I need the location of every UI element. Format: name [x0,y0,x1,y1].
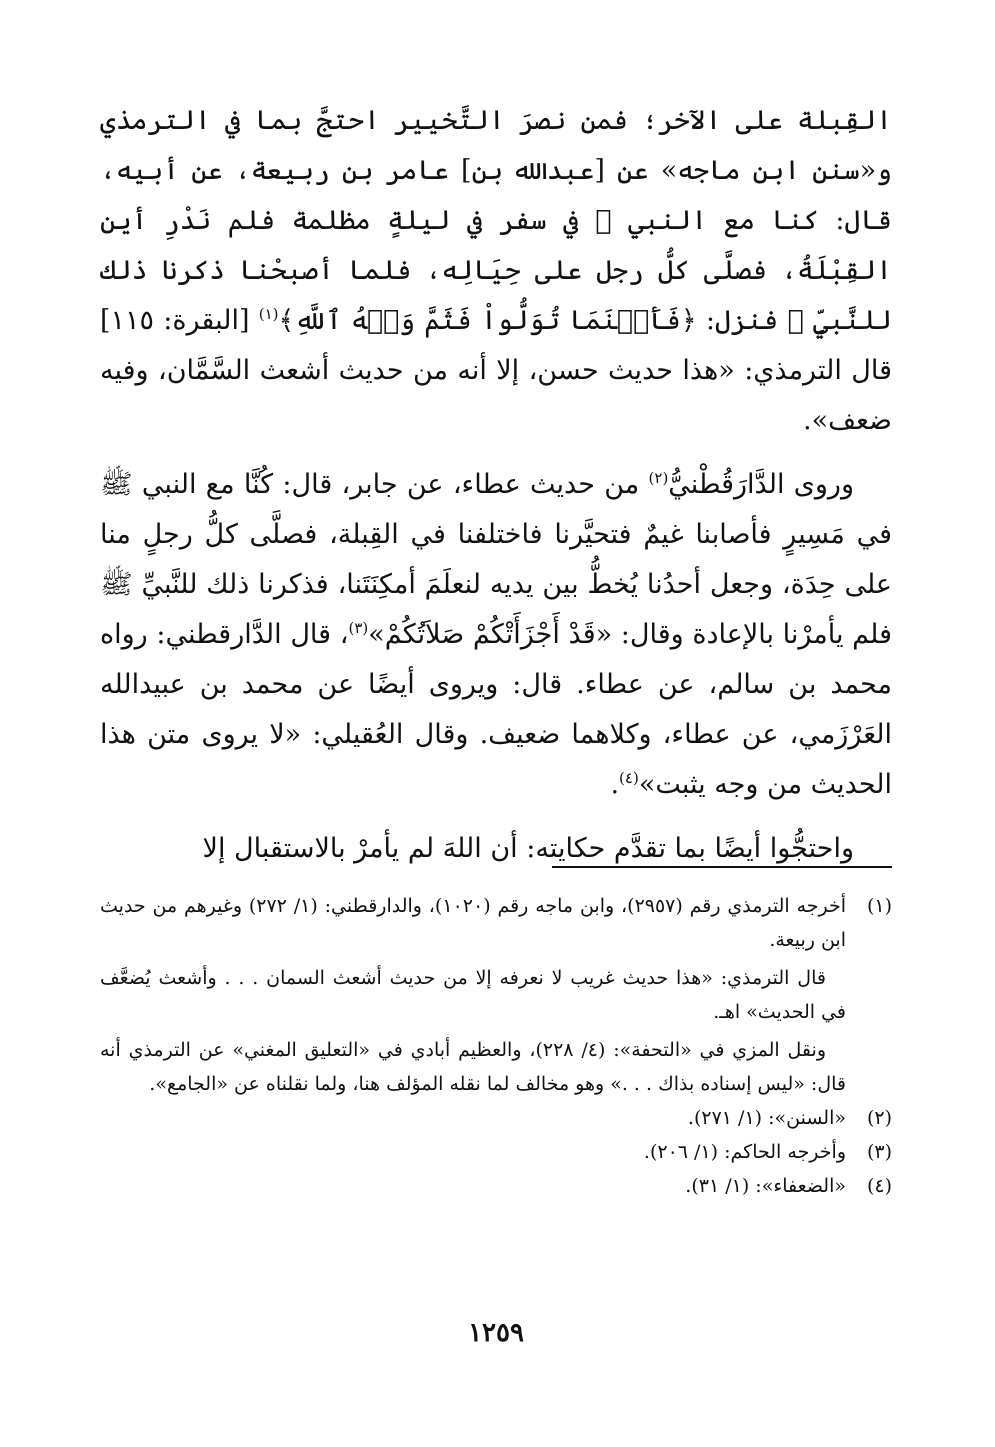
footnote-1-line: أخرجه الترمذي رقم (٢٩٥٧)، وابن ماجه رقم (١٠٢٠)، والدارقطني: (١/ ٢٧٢) وغيرهم من حديث ابن ربيعة. [100,895,847,951]
footnotes [100,889,892,1203]
footnote-4-line: «الضعفاء»: (١/ ٣١). [685,1175,846,1197]
paragraph-2-continuation-2: ، قال الدَّارقطني: رواه محمد بن سالم، عن عطاء. قال: ويروى أيضًا عن محمد بن عبيدالله العَرْزَمي، عن عطاء، وكلاهما ضعيف. وقال العُقيلي: «لا يروى متن هذا الحديث من وجه يثبت» [100,619,892,800]
footnote-2 [100,1101,892,1135]
footnote-3-number: (٣) [866,1141,892,1163]
footnote-1-body [100,889,846,1101]
footnote-3-line: وأخرجه الحاكم: (١/ ٢٠٦). [643,1141,846,1163]
paragraph-2-continuation: من حديث عطاء، عن جابر، قال: كُنَّا مع النبي ﷺ في مَسِيرٍ فأصابنا غيمٌ فتحيَّرنا فاختلفنا في القِبلة، فصلَّى كلُّ رجلٍ منا على حِدَة، وجعل أحدُنا يُخطُّ بين يديه لنعلَمَ أمكِنَتَنا، فذكرنا ذلك للنَّبيِّ ﷺ فلم يأمرْنا بالإعادة وقال: «قَدْ أَجْزَأَتْكُمْ صَلاَتُكُمْ» [100,469,892,650]
footnote-ref-4[interactable]: (٤) [619,769,639,787]
footnote-1-line: ونقل المزي في «التحفة»: (٤/ ٢٢٨)، والعظيم أبادي في «التعليق المغني» عن الترمذي أنه قال: «ليس إسناده بذاك . . .» وهو مخالف لما نقله المؤلف هنا، ولما نقلناه عن «الجامع». [100,1039,846,1095]
footnote-ref-2[interactable]: (٢) [648,469,669,487]
footnote-ref-3[interactable]: (٣) [348,619,369,637]
footnote-ref-1[interactable]: (١) [258,305,279,323]
footnote-2-number: (٢) [866,1107,892,1129]
footnote-1 [100,889,892,1101]
page-number: ١٢٥٩ [468,1318,524,1348]
footnote-4-number: (٤) [866,1175,892,1197]
footnote-1-number: (١) [866,895,892,917]
footnote-2-body [100,1101,846,1135]
page-content [100,96,892,1346]
footnote-1-line: قال الترمذي: «هذا حديث غريب لا نعرفه إلا من حديث أشعث السمان . . . وأشعث يُضعَّف في الحديث» اهـ. [100,967,846,1023]
footnote-4 [100,1169,892,1203]
footnote-3 [100,1135,892,1169]
paragraph-1 [100,96,892,446]
footnote-3-body [100,1135,846,1169]
paragraph-1-continuation: [البقرة: ١١٥] قال الترمذي: «هذا حديث حسن، إلا أنه من حديث أشعث السَّمَّان، وفيه ضعف». [100,305,892,436]
paragraph-2 [100,460,892,810]
paragraph-3-text: واحتجُّوا أيضًا بما تقدَّم حكايته: أن اللهَ لم يأمرْ بالاستقبال إلا [202,833,854,864]
footnote-separator [552,866,892,868]
paragraph-1-text: القِبلة على الآخر؛ فمن نصرَ التَّخيير احتجَّ بما في الترمذي و«سنن ابن ماجه» عن [عبدالله بن] عامر بن ربيعة، عن أبيه، قال: كنا مع النبي ﷺ في سفر في ليلةٍ مظلمة فلم نَدْرِ أين القِبْلَةُ، فصلَّى كلُّ رجل على حِيَالِه، فلما أصبحْنا ذكرنا ذلك للنَّبيِّ ﷺ فنزل: ﴿فَأَيۡنَمَا تُوَلُّواْ فَثَمَّ وَجۡهُ ٱللَّهِ﴾ [100,105,893,336]
paragraph-2-end: . [610,769,620,800]
paragraph-2-text: وروى الدَّارَقُطْنيُّ [668,469,854,500]
footnote-2-line: «السنن»: (١/ ٢٧١). [687,1107,846,1129]
footnote-4-body [100,1169,846,1203]
